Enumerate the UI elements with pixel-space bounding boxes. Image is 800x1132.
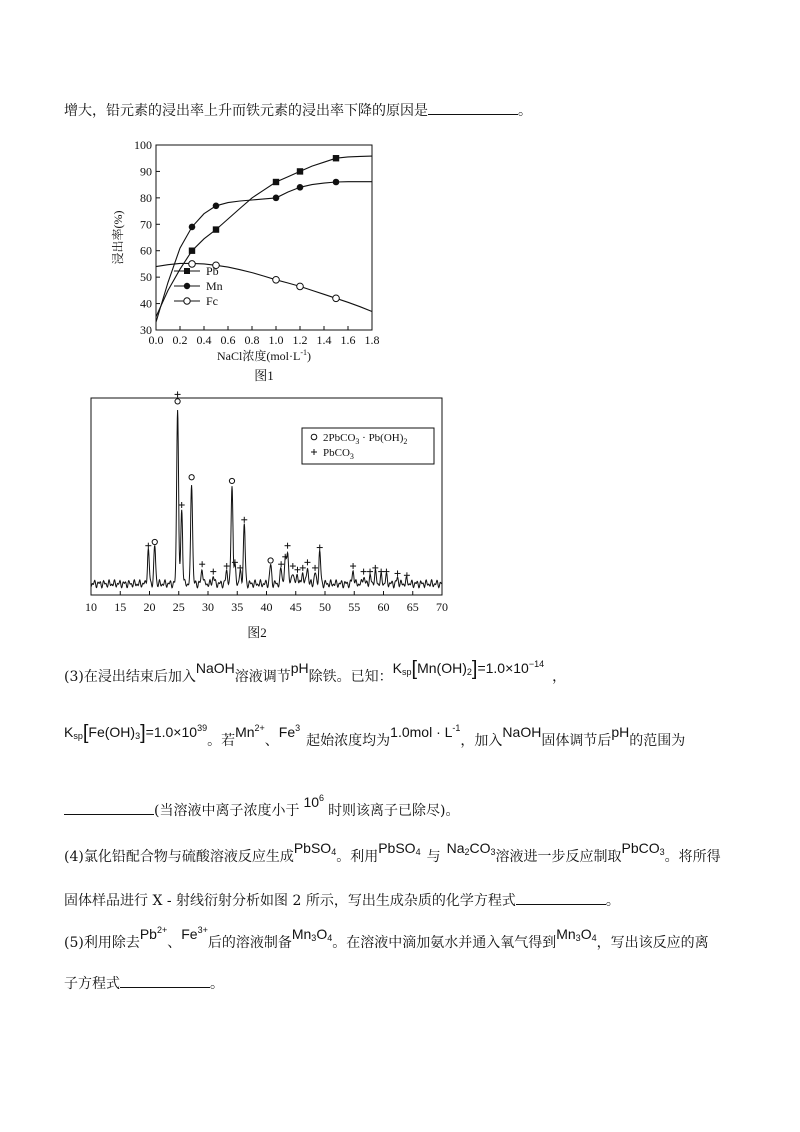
q5-answer-blank[interactable] (120, 973, 210, 988)
pb-charge: 2+ (156, 925, 168, 935)
fe-hydroxide-sub: 3 (135, 731, 141, 741)
ksp-fe-exp: 39 (197, 723, 208, 733)
mn3o4-mn-2: Mn (556, 926, 576, 942)
x-tick-label: 15 (114, 600, 127, 614)
q3-line-3 (64, 793, 460, 820)
q5-text-a: (5)利用除去 (64, 935, 140, 951)
mn3o4-o-2: O (580, 926, 592, 942)
q4-text-c: 溶液进一步反应制取 (495, 849, 622, 865)
x-tick-label: 60 (377, 600, 390, 614)
mn3o4-sub-4b: 4 (591, 933, 597, 943)
na2co3-na: Na (446, 840, 465, 856)
y-tick-label: 30 (140, 323, 152, 337)
intro-line (64, 100, 532, 120)
x-tick-label: 1.8 (364, 333, 380, 347)
q3-text-d: 。若 (207, 733, 236, 749)
mn3o4-formula-2 (556, 926, 596, 942)
x-tick-label: 30 (202, 600, 214, 614)
conc-value: 1.0mol · L (390, 724, 453, 740)
x-tick-label: 1.6 (340, 333, 356, 347)
mn3o4-sub-3b: 3 (575, 933, 581, 943)
legend-label: Mn (206, 279, 223, 293)
q3-text-i: (当溶液中离子浓度小于 (154, 803, 300, 819)
q3-text-g: 固体调节后 (541, 733, 612, 749)
pbco3-main: PbCO (621, 840, 660, 856)
y-tick-label: 60 (140, 243, 152, 258)
ksp-symbol: K (392, 660, 402, 676)
pbso4-sub: 4 (331, 847, 337, 857)
answer-blank[interactable] (428, 100, 518, 115)
q3-answer-blank[interactable] (64, 800, 154, 815)
naoh-formula: NaOH (195, 660, 235, 676)
ksp-symbol-2: K (64, 724, 74, 740)
x-tick-label: 35 (231, 600, 244, 614)
ksp-fe-value: =1.0×10 (145, 724, 198, 740)
data-point-pb (297, 168, 303, 174)
pb-ion (140, 926, 167, 942)
q5-text-c: 。在溶液中滴加氨水并通入氧气得到 (332, 935, 557, 951)
peak-mark-basic-carbonate (229, 478, 234, 483)
fe-charge: 3 (295, 723, 301, 733)
x-tick-label: 55 (348, 600, 361, 614)
naoh-formula-2: NaOH (502, 724, 542, 740)
q4-text-b: 。利用 (336, 849, 379, 865)
data-point-pb (189, 248, 195, 254)
q4-text-and: 与 (426, 849, 441, 865)
y-tick-label: 50 (140, 270, 152, 285)
threshold-exp: 6 (319, 793, 325, 803)
x-tick-label: 50 (319, 600, 331, 614)
peak-mark-basic-carbonate (175, 399, 180, 404)
na2co3-sub-3: 3 (490, 847, 496, 857)
legend-label: Fc (206, 294, 218, 308)
y-tick-label: 100 (134, 138, 152, 152)
mn3o4-formula (292, 926, 332, 942)
mn-hydroxide-sub: 2 (466, 667, 472, 677)
x-tick-label: 40 (260, 600, 273, 614)
q3-text-j: 时则该离子已除尽)。 (328, 803, 460, 819)
data-point-pb (213, 226, 219, 232)
q4-line-1 (64, 840, 721, 866)
mn-charge: 2+ (254, 723, 265, 733)
threshold-base: 10 (303, 794, 320, 810)
q3-text-b: 溶液调节 (234, 669, 291, 685)
legend-label: Pb (206, 264, 219, 278)
na2co3-co: CO (469, 840, 491, 856)
q3-line-2 (64, 722, 686, 753)
q3-line-1 (64, 658, 567, 689)
x-tick-label: 70 (436, 600, 448, 614)
ph-label-2: pH (611, 724, 630, 740)
q5-line-1 (64, 925, 709, 952)
pbso4-formula-2 (378, 840, 420, 856)
ksp-mn-value: =1.0×10 (477, 660, 529, 676)
peak-mark-basic-carbonate (189, 475, 194, 480)
figure-1-chart (100, 128, 400, 388)
y-axis-label: 浸出率(%) (111, 210, 125, 265)
conc-exp: -1 (452, 723, 461, 733)
series-line-pb (156, 156, 372, 317)
figure-2-chart (80, 390, 460, 645)
mn3o4-sub-3: 3 (311, 933, 317, 943)
intro-end: 。 (518, 103, 532, 119)
x-tick-label: 20 (143, 600, 156, 614)
threshold-power (303, 794, 324, 810)
data-point-mn (273, 195, 280, 202)
q4-text-a: (4)氯化铅配合物与硫酸溶液反应生成 (64, 849, 294, 865)
x-tick-label: 10 (85, 600, 97, 614)
data-point-mn (333, 179, 340, 186)
x-tick-label: 0.0 (148, 333, 164, 347)
x-tick-label: 0.4 (196, 333, 212, 347)
mn-symbol: Mn (235, 724, 255, 740)
q4-text-d: 。将所得 (664, 849, 721, 865)
x-axis-label: NaCl浓度$(mol\cdot L^{-1})$ (217, 348, 311, 363)
x-tick-label: 0.2 (172, 333, 188, 347)
data-point-mn (297, 184, 304, 191)
data-point-fe (273, 276, 280, 283)
mn3o4-sub-4: 4 (327, 933, 333, 943)
fe-hydroxide: Fe(OH) (88, 724, 136, 740)
pbso4-formula (294, 840, 336, 856)
data-point-fe (297, 283, 304, 290)
mn3o4-mn: Mn (291, 926, 312, 942)
ksp-subscript: sp (402, 667, 412, 677)
x-tick-label: 0.6 (220, 333, 236, 347)
y-tick-label: 80 (140, 190, 152, 205)
data-point-fe (189, 261, 196, 268)
pbso4-sub-2: 4 (415, 847, 421, 857)
legend-marker (184, 298, 190, 304)
y-tick-label: 90 (140, 164, 152, 179)
pbso4-main: PbSO (293, 840, 332, 856)
x-tick-label: 45 (289, 600, 302, 614)
x-tick-label: 0.8 (244, 333, 260, 347)
pbso4-main-2: PbSO (378, 840, 416, 856)
fe-ion-2 (181, 926, 208, 942)
na2co3-formula (447, 840, 496, 856)
x-tick-label: 25 (172, 600, 185, 614)
fe-symbol: Fe (278, 724, 296, 740)
legend-label: 2PbCO$_3$ · $Pb(OH)_2$ (323, 432, 408, 446)
data-point-pb (333, 155, 339, 161)
legend-marker (184, 283, 190, 289)
legend-marker (311, 434, 317, 440)
data-point-fe (333, 295, 340, 302)
figure-2-title: 图2 (247, 625, 267, 640)
na2co3-sub-2: 2 (464, 847, 470, 857)
q3-comma: ， (552, 669, 567, 685)
initial-concentration (390, 724, 460, 740)
y-tick-label: 40 (140, 296, 152, 311)
x-tick-label: 1.0 (268, 333, 284, 347)
figure-1-title: 图1 (254, 368, 274, 383)
q5-separator: 、 (167, 935, 182, 951)
ksp-subscript-2: sp (73, 731, 83, 741)
ksp-mn-exp: −14 (528, 659, 545, 669)
data-point-mn (213, 202, 220, 209)
q3-text-e: 起始浓度均为 (306, 733, 391, 749)
q3-text-h: 的范围为 (629, 733, 686, 749)
mn-hydroxide: Mn(OH) (417, 660, 467, 676)
q4-line-2 (64, 890, 620, 910)
fe-symbol-2: Fe (181, 926, 198, 942)
fe-charge-2: 3+ (197, 925, 208, 935)
q5-text-d: ，写出该反应的离 (596, 935, 709, 951)
pbco3-sub: 3 (659, 847, 665, 857)
q3-separator: 、 (264, 733, 279, 749)
pbco3-formula (622, 840, 665, 856)
y-tick-label: 70 (140, 217, 152, 232)
pb-symbol: Pb (139, 926, 157, 942)
data-point-pb (273, 179, 279, 185)
intro-text: 增大，铅元素的浸出率上升而铁元素的浸出率下降的原因是 (64, 103, 428, 119)
ph-label: pH (290, 660, 309, 676)
q3-text-c: 除铁。已知： (308, 669, 393, 685)
x-tick-label: 65 (406, 600, 419, 614)
ksp-fe-expression: $K_{sp}[Fe(OH)_3]=1.0\times 10^{39}$ (64, 722, 208, 744)
mn-ion (235, 724, 265, 740)
fe-ion (279, 724, 300, 740)
peak-mark-basic-carbonate (152, 539, 157, 544)
q3-text-a: (3)在浸出结束后加入 (64, 669, 196, 685)
x-tick-label: 1.4 (316, 333, 332, 347)
q4-answer-blank[interactable] (516, 890, 606, 905)
x-tick-label: 1.2 (292, 333, 308, 347)
q5-text-b: 后的溶液制备 (207, 935, 292, 951)
data-point-mn (189, 224, 196, 231)
q5-line-2 (64, 973, 224, 993)
legend-marker (184, 268, 190, 274)
mn3o4-o: O (316, 926, 328, 942)
q5-text-e: 子方程式 (64, 976, 120, 992)
legend-label: PbCO$_3$ (323, 447, 354, 461)
q4-end: 。 (605, 893, 620, 909)
ksp-mn-expression: $K_{sp}[Mn(OH)_2]=1.0\times 10^{-14}$ (392, 658, 545, 680)
peak-mark-basic-carbonate (268, 558, 273, 563)
q3-text-f: ，加入 (460, 733, 503, 749)
q4-text-e: 固体样品进行 X - 射线衍射分析如图 2 所示，写出生成杂质的化学方程式 (64, 893, 516, 909)
q5-end: 。 (210, 976, 224, 992)
